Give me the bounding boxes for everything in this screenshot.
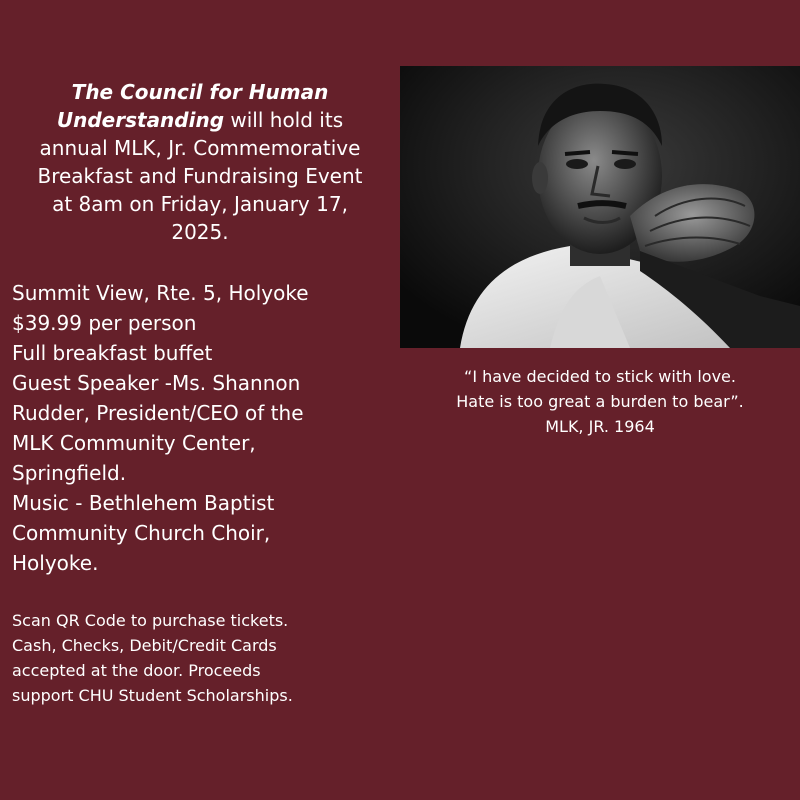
note-line-4: support CHU Student Scholarships.	[12, 686, 293, 705]
announcement-line-3: annual MLK, Jr. Commemorative	[39, 136, 361, 160]
ticket-notes	[12, 608, 392, 708]
portrait-photo	[400, 66, 800, 348]
quote-line-2: Hate is too great a burden to bear”.	[456, 392, 744, 411]
detail-music-line-2: Community Church Choir,	[12, 521, 271, 545]
detail-price: $39.99 per person	[12, 311, 197, 335]
portrait-illustration	[400, 66, 800, 348]
detail-food: Full breakfast buffet	[12, 341, 213, 365]
event-details	[12, 278, 392, 578]
detail-music-line-3: Holyoke.	[12, 551, 99, 575]
announcement-line-2	[0, 106, 400, 134]
detail-speaker-line-2: Rudder, President/CEO of the	[12, 401, 304, 425]
announcement-line-4: Breakfast and Fundraising Event	[37, 164, 363, 188]
org-name-line-1: The Council for Human	[71, 80, 329, 104]
announcement-line-6: 2025.	[171, 220, 229, 244]
detail-speaker-line-1: Guest Speaker -Ms. Shannon	[12, 371, 301, 395]
note-line-1: Scan QR Code to purchase tickets.	[12, 611, 289, 630]
quote-attribution: MLK, JR. 1964	[545, 417, 655, 436]
note-line-2: Cash, Checks, Debit/Credit Cards	[12, 636, 277, 655]
quote-line-1: “I have decided to stick with love.	[464, 367, 736, 386]
org-name-line-2: Understanding	[56, 108, 225, 132]
event-announcement	[0, 78, 400, 246]
note-line-3: accepted at the door. Proceeds	[12, 661, 261, 680]
quote-block	[400, 364, 800, 439]
detail-speaker-line-4: Springfield.	[12, 461, 127, 485]
announcement-line-2-rest: will hold its	[224, 108, 344, 132]
detail-music-line-1: Music - Bethlehem Baptist	[12, 491, 275, 515]
announcement-line-5: at 8am on Friday, January 17,	[52, 192, 348, 216]
detail-venue: Summit View, Rte. 5, Holyoke	[12, 281, 309, 305]
detail-speaker-line-3: MLK Community Center,	[12, 431, 256, 455]
